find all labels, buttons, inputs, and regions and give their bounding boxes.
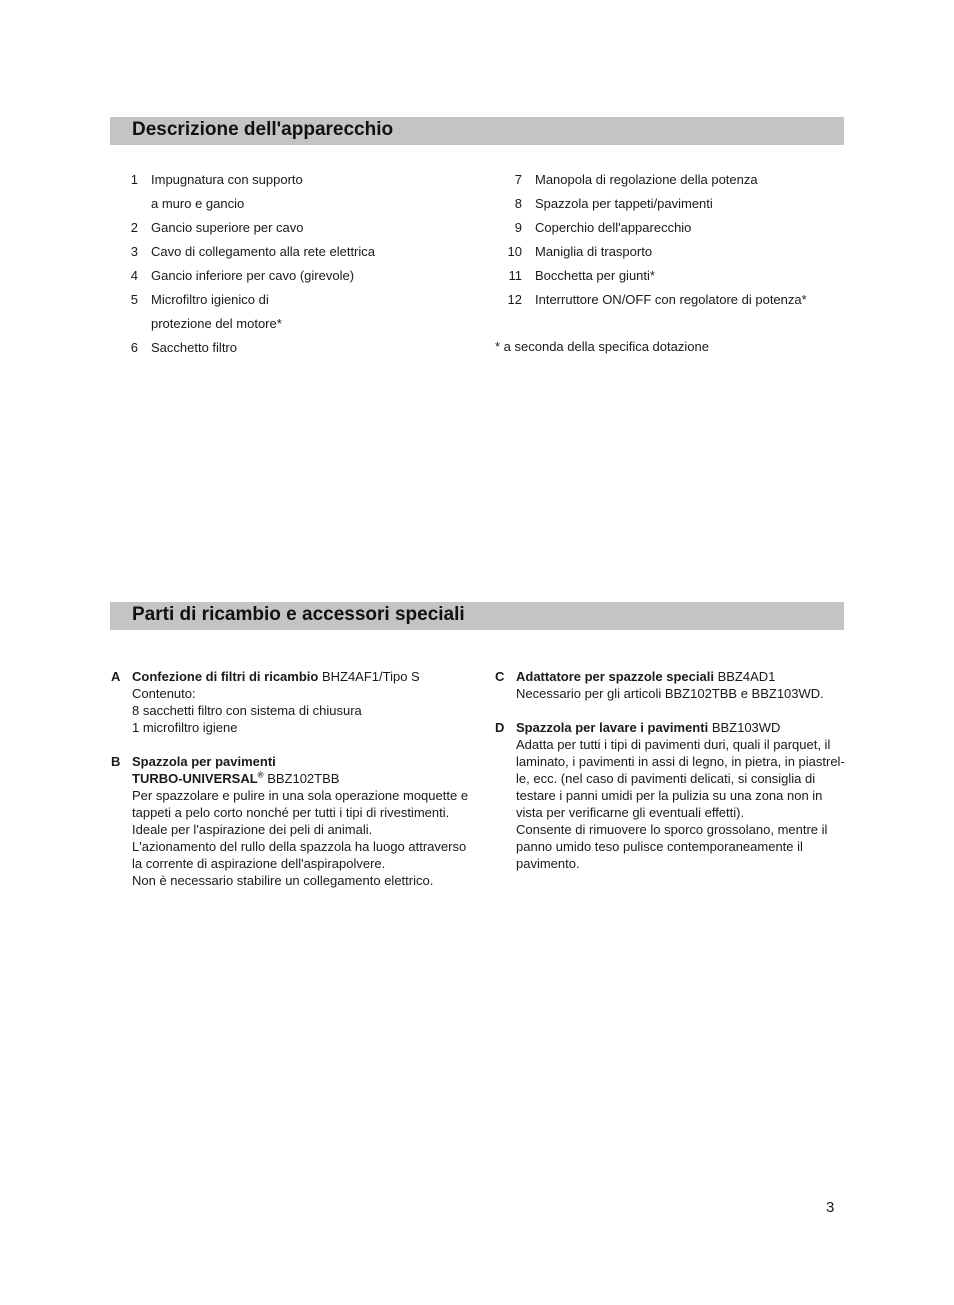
accessory-line: Per spazzolare e pulire in una sola operazione moquette e	[132, 788, 469, 803]
accessory-code: BBZ4AD1	[713, 669, 776, 684]
accessory-line: panno umido teso pulisce contemporaneamente il	[516, 839, 803, 854]
registered-mark: ®	[257, 770, 264, 780]
accessory-line: la corrente di aspirazione dell'aspirapolvere.	[132, 856, 386, 871]
accessory-title: Spazzola per lavare i pavimenti	[516, 720, 709, 735]
accessory-line: Consente di rimuovere lo sporco grossolano, mentre il	[516, 822, 828, 837]
accessory-line: testare i panni umidi per la pulizia su una zona non in	[516, 788, 823, 803]
section-title-description: Descrizione dell'apparecchio	[132, 119, 394, 140]
part-number: 7	[514, 172, 522, 187]
part-number: 10	[507, 244, 522, 259]
part-label: protezione del motore*	[151, 316, 282, 331]
accessory-title: Adattatore per spazzole speciali	[516, 669, 714, 684]
accessory-title: Confezione di filtri di ricambio	[132, 669, 319, 684]
part-number: 8	[514, 196, 522, 211]
accessory-code: BBZ103WD	[708, 720, 781, 735]
accessory-code: BBZ102TBB	[263, 771, 340, 786]
accessory-subtitle: TURBO-UNIVERSAL	[132, 771, 258, 786]
accessory-item-a	[111, 668, 471, 736]
accessory-line: le, ecc. (nel caso di pavimenti delicati, si consiglia di	[516, 771, 816, 786]
section-header-description	[110, 117, 844, 145]
accessory-line: laminato, i pavimenti in assi di legno, in pietra, in piastrel-	[516, 754, 845, 769]
accessory-item-c	[495, 668, 855, 702]
part-number: 12	[507, 292, 522, 307]
part-number: 11	[508, 268, 522, 283]
accessory-line: 8 sacchetti filtro con sistema di chiusura	[132, 703, 362, 718]
part-label: Impugnatura con supporto	[151, 172, 303, 187]
part-label: Gancio inferiore per cavo (girevole)	[151, 268, 355, 283]
part-label: Cavo di collegamento alla rete elettrica	[151, 244, 376, 259]
accessory-line: pavimento.	[516, 856, 580, 871]
accessory-line: vista per verificarne gli eventuali effetti).	[516, 805, 745, 820]
accessory-title: Spazzola per pavimenti	[132, 754, 276, 769]
accessory-line: Non è necessario stabilire un collegamento elettrico.	[132, 873, 434, 888]
part-label: Maniglia di trasporto	[535, 244, 653, 259]
part-number: 9	[514, 220, 522, 235]
page-number: 3	[826, 1199, 835, 1216]
section-header-accessories	[110, 602, 844, 630]
part-number: 1	[130, 172, 138, 187]
part-label: Bocchetta per giunti*	[535, 268, 655, 283]
accessory-line: tappeti a pelo corto nonché per tutti i tipi di rivestimenti.	[132, 805, 450, 820]
accessory-letter: D	[495, 720, 505, 735]
part-label: Spazzola per tappeti/pavimenti	[535, 196, 713, 211]
part-number: 4	[130, 268, 138, 283]
part-number: 5	[130, 292, 138, 307]
part-label: Interruttore ON/OFF con regolatore di potenza*	[535, 292, 807, 307]
section-title-accessories: Parti di ricambio e accessori speciali	[132, 604, 465, 625]
part-label: Coperchio dell'apparecchio	[535, 220, 692, 235]
part-label: Manopola di regolazione della potenza	[535, 172, 758, 187]
accessory-letter: A	[111, 669, 121, 684]
accessory-code: BHZ4AF1/Tipo S	[318, 669, 420, 684]
part-number: 2	[130, 220, 138, 235]
accessory-item-b	[111, 753, 471, 889]
part-number: 3	[130, 244, 138, 259]
accessory-line: Contenuto:	[132, 686, 196, 701]
accessories-left-column	[111, 668, 471, 906]
accessory-item-d	[495, 719, 855, 872]
accessory-line: 1 microfiltro igiene	[132, 720, 238, 735]
accessory-line: Necessario per gli articoli BBZ102TBB e BBZ103WD.	[516, 686, 824, 701]
part-label: Microfiltro igienico di	[151, 292, 269, 307]
accessories-right-column	[495, 668, 855, 889]
part-number: 6	[130, 340, 138, 355]
accessory-line: Adatta per tutti i tipi di pavimenti duri, quali il parquet, il	[516, 737, 831, 752]
accessory-letter: C	[495, 669, 505, 684]
part-label: Gancio superiore per cavo	[151, 220, 304, 235]
accessory-line: L'azionamento del rullo della spazzola ha luogo attraverso	[132, 839, 467, 854]
accessory-letter: B	[111, 754, 121, 769]
part-label: a muro e gancio	[151, 196, 245, 211]
accessory-line: Ideale per l'aspirazione dei peli di animali.	[132, 822, 373, 837]
footnote: * a seconda della specifica dotazione	[495, 339, 709, 354]
part-label: Sacchetto filtro	[151, 340, 237, 355]
